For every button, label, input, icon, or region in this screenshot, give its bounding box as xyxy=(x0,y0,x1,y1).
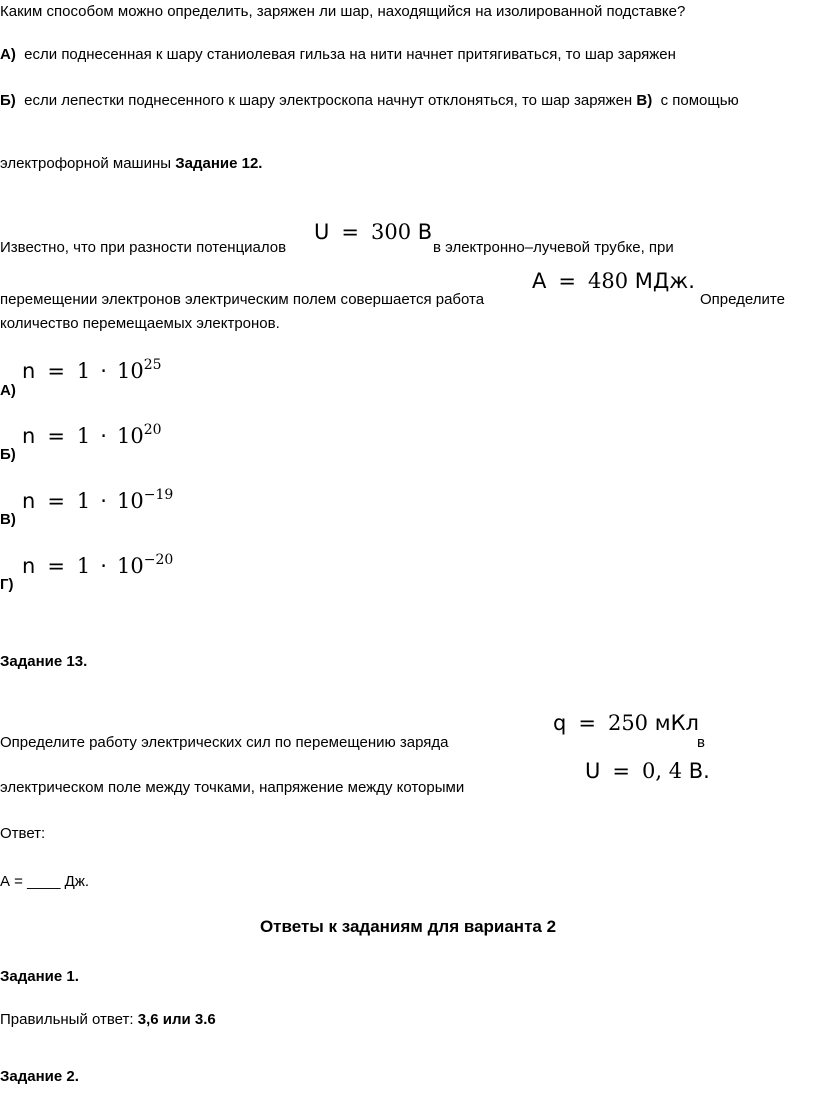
answer-label: Ответ: xyxy=(0,825,46,842)
option-a xyxy=(0,47,676,62)
option-formula: $n = 1 \cdot 10^{-20}$ xyxy=(22,552,174,578)
answer-task2-heading: Задание 2. xyxy=(0,1068,79,1085)
answer-line xyxy=(0,874,89,889)
task13-heading: Задание 13. xyxy=(0,653,88,670)
option-formula: $n = 1 \cdot 10^{20}$ xyxy=(22,422,162,448)
option-letter: Г) xyxy=(0,576,14,593)
task12-text-4: Определите xyxy=(700,291,785,308)
option-text: с помощью xyxy=(660,92,739,109)
option-v-continuation xyxy=(0,156,262,171)
option-letter: В) xyxy=(636,92,653,109)
option-letter: А) xyxy=(0,46,16,63)
answer-task1-heading: Задание 1. xyxy=(0,968,79,985)
task12-text-5: количество перемещаемых электронов. xyxy=(0,315,280,332)
task13-text-1: Определите работу электрических сил по перемещению заряда xyxy=(0,734,449,751)
option-letter: Б) xyxy=(0,92,16,109)
correct-answer-label: Правильный ответ: xyxy=(0,1011,134,1028)
task13-text-3: электрическом поле между точками, напряжение между которыми xyxy=(0,779,465,796)
option-text: если лепестки поднесенного к шару электроскопа начнут отклоняться, то шар заряжен xyxy=(24,92,633,109)
formula-voltage-2: U = 0, 4 В. xyxy=(585,759,710,783)
option-formula: $n = 1 \cdot 10^{25}$ xyxy=(22,357,162,383)
section-title: Ответы к заданиям для варианта 2 xyxy=(259,917,557,936)
formula-charge: q = 250 мКл xyxy=(553,711,699,735)
task12-text-3: перемещении электронов электрическим полем совершается работа xyxy=(0,291,485,308)
formula-work: А = 480 МДж. xyxy=(532,269,695,293)
task13-text-2: в xyxy=(697,734,705,751)
option-letter: Б) xyxy=(0,446,16,463)
question-text: Каким способом можно определить, заряжен ли шар, находящийся на изолированной подставке? xyxy=(0,3,686,20)
answer-blank: ____ xyxy=(27,873,61,890)
option-text: если поднесенная к шару станиолевая гильза на нити начнет притягиваться, то шар заряжен xyxy=(24,46,676,63)
answer-unit: Дж. xyxy=(64,873,90,890)
option-letter: А) xyxy=(0,382,16,399)
formula-voltage: U = 300 В xyxy=(314,220,433,244)
correct-answer-value: 3,6 или 3.6 xyxy=(137,1011,216,1028)
option-b xyxy=(0,93,739,108)
answer-prefix: А = xyxy=(0,873,23,890)
task12-text-1: Известно, что при разности потенциалов xyxy=(0,239,287,256)
task12-heading: Задание 12. xyxy=(175,155,263,172)
option-formula: $n = 1 \cdot 10^{-19}$ xyxy=(22,487,174,513)
task12-text-2: в электронно–лучевой трубке, при xyxy=(433,239,674,256)
answer-task1-line xyxy=(0,1012,216,1027)
option-text: электрофорной машины xyxy=(0,155,172,172)
option-letter: В) xyxy=(0,511,16,528)
